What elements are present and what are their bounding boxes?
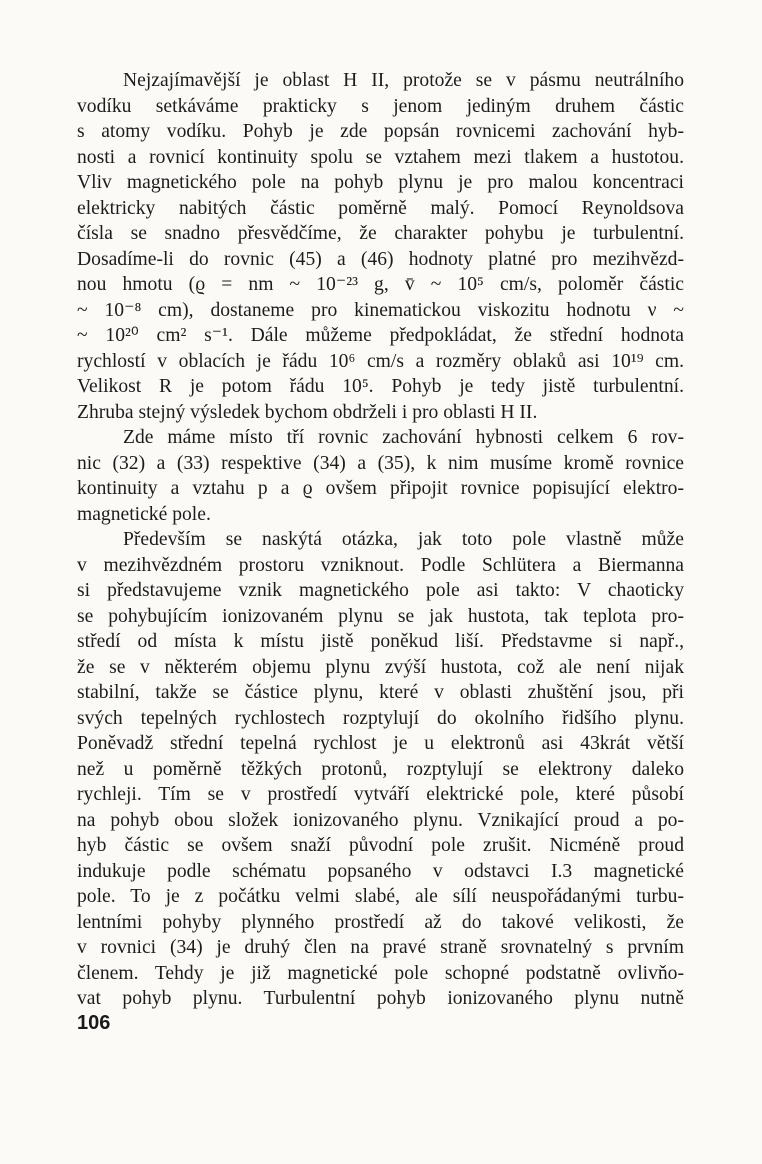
text-line: vat pohyb plynu. Turbulentní pohyb ionizovaného plynu nutně [77,988,684,1009]
text-line: pole. To je z počátku velmi slabé, ale sílí neuspořádanými turbu- [77,886,684,907]
text-line: rychleji. Tím se v prostředí vytváří elektrické pole, které působí [77,784,684,805]
text-line: hyb částic se ovšem snaží původní pole zrušit. Nicméně proud [77,835,684,856]
text-line: vodíku setkáváme prakticky s jenom jediným druhem částic [77,95,684,117]
text-line: rychlostí v oblacích je řádu 10⁶ cm/s a rozměry oblaků asi 10¹⁹ cm. [77,350,684,372]
text-line: středí od místa k místu jistě poněkud liší. Představme si např., [77,631,684,652]
text-line: ~ 10⁻⁸ cm), dostaneme pro kinematickou viskozitu hodnotu ν ~ [77,299,684,321]
text-line: nosti a rovnicí kontinuity spolu se vztahem mezi tlakem a hustotou. [77,146,684,168]
text-line: magnetické pole. [77,503,211,525]
paragraph [77,425,684,527]
text-line: ~ 10²⁰ cm² s⁻¹. Dále můžeme předpokládat, že střední hodnota [77,325,684,346]
body-text [77,68,684,1012]
paragraph [77,527,684,1012]
text-line: v mezihvězdném prostoru vzniknout. Podle Schlütera a Biermanna [77,554,684,576]
text-line: že se v některém objemu plynu zvýší hustota, což ale není nijak [77,656,684,678]
text-line: lentními pohyby plynného prostředí až do takové velikosti, že [77,911,684,933]
text-line: nic (32) a (33) respektive (34) a (35), k nim musíme kromě rovnice [77,452,684,474]
text-line: Především se naskýtá otázka, jak toto pole vlastně může [123,529,684,550]
text-line: na pohyb obou složek ionizovaného plynu. Vznikající proud a po- [77,809,684,831]
text-line: Poněvadž střední tepelná rychlost je u elektronů asi 43krát větší [77,733,684,754]
text-line: Dosadíme-li do rovnic (45) a (46) hodnoty platné pro mezihvězd- [77,248,684,270]
text-line: kontinuity a vztahu p a ϱ ovšem připojit rovnice popisující elektro- [77,478,684,499]
text-line: čísla se snadno přesvědčíme, že charakter pohybu je turbulentní. [77,223,684,244]
text-line: Velikost R je potom řádu 10⁵. Pohyb je tedy jistě turbulentní. [77,376,684,397]
text-line: Nejzajímavější je oblast H II, protože se v pásmu neutrálního [123,70,684,91]
text-line: Zhruba stejný výsledek bychom obdrželi i pro oblasti H II. [77,401,538,423]
text-line: v rovnici (34) je druhý člen na pravé straně srovnatelný s prvním [77,937,684,958]
page-number: 106 [77,1012,111,1034]
text-line: členem. Tehdy je již magnetické pole schopné podstatně ovlivňo- [77,962,684,984]
text-line: stabilní, takže se částice plynu, které v oblasti zhuštění jsou, při [77,682,684,703]
text-line: se pohybujícím ionizovaném plynu se jak hustota, tak teplota pro- [77,605,684,627]
text-line: než u poměrně těžkých protonů, rozptylují se elektrony daleko [77,758,684,780]
text-line: Zde máme místo tří rovnic zachování hybnosti celkem 6 rov- [123,427,684,448]
text-line: si představujeme vznik magnetického pole asi takto: V chaoticky [77,580,684,601]
text-line: elektricky nabitých částic poměrně malý. Pomocí Reynoldsova [77,197,684,219]
paragraph [77,68,684,425]
text-line: indukuje podle schématu popsaného v odstavci I.3 magnetické [77,860,684,882]
text-line: s atomy vodíku. Pohyb je zde popsán rovnicemi zachování hyb- [77,121,684,142]
text-line: nou hmotu (ϱ = nm ~ 10⁻²³ g, v̄ ~ 10⁵ cm/s, poloměr částic [77,274,684,295]
text-line: svých tepelných rychlostech rozptylují do okolního řidšího plynu. [77,707,684,729]
text-line: Vliv magnetického pole na pohyb plynu je pro malou koncentraci [77,172,684,193]
